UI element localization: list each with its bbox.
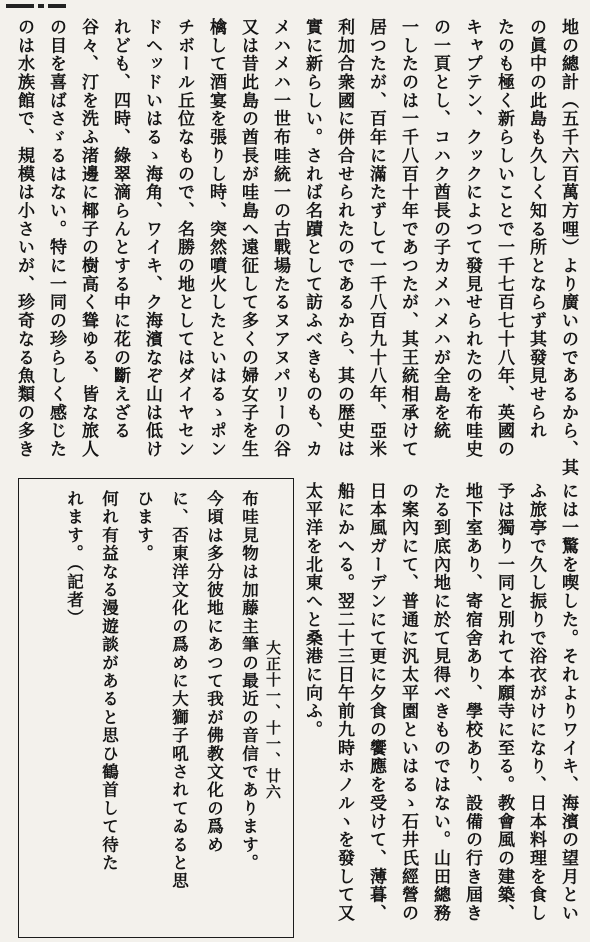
text-column: 居つたが、百年に滿たずして一千八百九十八年、亞米 xyxy=(366,18,386,459)
text-column: には一驚を喫した。それよりワイキ、海濱の望月とい xyxy=(558,482,578,923)
note-column: 布哇見物は加藤主筆の最近の音信であります。 xyxy=(239,490,259,873)
text-column: 日本風ガーデンにて更に夕食の饗應を受けて、薄暮、 xyxy=(366,482,386,923)
text-column: の眞中の此島も久しく知る所とならず其發見せられ xyxy=(526,18,546,441)
text-column: の一頁とし、コハク酋長の子カメハメハが全島を統 xyxy=(430,18,450,441)
text-column: メハメハ一世布哇統一の古戰場たるヌアヌパリーの谷 xyxy=(270,18,290,459)
text-column: の目を喜ばさゞるはない。特に一同の珍らしく感じた xyxy=(46,18,66,459)
text-column: 又は昔此島の酋長が哇島へ遠征して多くの婦女子を生 xyxy=(238,18,258,459)
text-column: 太平洋を北東へと桑港に向ふ。 xyxy=(302,482,322,739)
text-column: 地の總計（五千六百萬方哩）より廣いのであるから、其 xyxy=(558,18,578,477)
text-column: たのも極く新らしいことで一千七百七十八年、英國の xyxy=(494,18,514,459)
text-column: チボール丘位なもので、名勝の地としてはダイヤセン xyxy=(174,18,194,459)
text-column: の案內にて、普通に汎太平園といはるゝ石井氏經營の xyxy=(398,482,418,923)
note-column: 今頃は多分彼地にあつて我が佛教文化の爲め xyxy=(204,490,224,854)
text-column: れども、四時、綠翠滴らんとする中に花の斷えざる xyxy=(110,18,130,441)
text-column: たる到底內地に於て見得べきものではない。山田總務 xyxy=(430,482,450,923)
page-header-mark xyxy=(6,2,68,9)
note-column: に、否東洋文化の爲めに大獅子吼されてゐると思 xyxy=(169,490,189,891)
text-column: 檎して酒宴を張りし時、突然噴火したといはるゝポン xyxy=(206,18,226,459)
text-column: ドヘッドいはるゝ海角、ワイキ、ク海濱なぞ山は低け xyxy=(142,18,162,459)
note-column: ひます。 xyxy=(134,490,154,563)
text-column: キャプテン、クックによつて發見せられたのを布哇史 xyxy=(462,18,482,459)
note-column: 何れ有益なる漫遊談があると思ひ鶴首して待た xyxy=(99,490,119,873)
note-column: れます。（記者） xyxy=(64,490,84,628)
text-column: 一したのは一千八百十年であつたが、其王統相承けて xyxy=(398,18,418,459)
text-column: のは水族館で、規模は小さいが、珍奇なる魚類の多き xyxy=(14,18,34,459)
text-column: 實に新らしい。されば名蹟として訪ふべきものも、カ xyxy=(302,18,322,459)
text-column: 予は獨り一同と別れて本願寺に至る。教會風の建築、 xyxy=(494,482,514,923)
text-column: ふ旅亭で久し振りで浴衣がけになり、日本料理を食し xyxy=(526,482,546,923)
text-column: 利加合衆國に併合せられたのであるから、其の歴史は xyxy=(334,18,354,459)
date-signature: 大正十一、十一、廿六 xyxy=(264,640,282,800)
text-column: 地下室あり、寄宿舍あり、學校あり、設備の行き屆き xyxy=(462,482,482,923)
text-column: 船にかへる。翌二十三日午前九時ホノルヽを發して又 xyxy=(334,482,354,923)
text-column: 谷々、汀を洗ふ渚邊に椰子の樹高く聳ゆる、皆な旅人 xyxy=(78,18,98,459)
